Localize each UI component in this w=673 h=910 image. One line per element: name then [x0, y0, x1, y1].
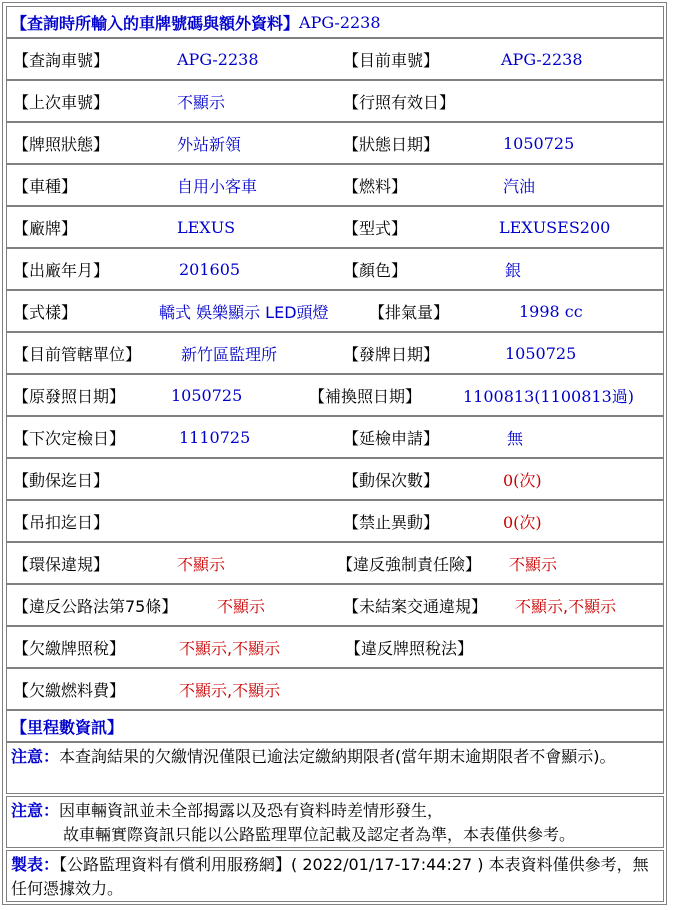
row-query-plate	[6, 38, 664, 80]
value-jurisdiction: 新竹區監理所	[181, 344, 278, 364]
label-environmental-violation: 【環保違規】	[13, 554, 110, 574]
label-style: 【式樣】	[13, 302, 78, 322]
row-chattel-mortgage	[6, 458, 664, 500]
label-suspension-end: 【吊扣迄日】	[13, 512, 110, 532]
label-status-date: 【狀態日期】	[343, 134, 440, 154]
label-previous-plate: 【上次車號】	[13, 92, 110, 112]
value-model: LEXUSES200	[499, 217, 611, 237]
mileage-title: 【里程數資訊】	[11, 717, 124, 737]
value-insurance-violation: 不顯示	[509, 554, 558, 574]
label-unpaid-fuel-fee: 【欠繳燃料費】	[13, 680, 126, 700]
row-original-license-date	[6, 374, 664, 416]
footer-label: 製表：	[11, 855, 60, 874]
footer-text-block	[11, 853, 659, 901]
row-highway-law	[6, 584, 664, 626]
header-plate: APG-2238	[299, 12, 381, 32]
value-manufacture-date: 201605	[179, 259, 241, 279]
mileage-row	[6, 710, 664, 742]
value-transfer-prohibited: 0(次)	[503, 512, 542, 532]
value-status-date: 1050725	[503, 133, 575, 153]
value-inspection-extension: 無	[507, 428, 524, 448]
value-query-plate: APG-2238	[177, 49, 259, 69]
row-previous-plate	[6, 80, 664, 122]
note-2	[6, 796, 664, 848]
note-2-label: 注意：	[11, 801, 60, 820]
label-license-valid-date: 【行照有效日】	[343, 92, 456, 112]
value-color: 銀	[505, 260, 522, 280]
label-unpaid-license-tax: 【欠繳牌照稅】	[13, 638, 126, 658]
row-brand	[6, 206, 664, 248]
label-unresolved-traffic-violation: 【未結案交通違規】	[343, 596, 488, 616]
value-reissue-date: 1100813(1100813過)	[463, 386, 635, 406]
value-chattel-mortgage-count: 0(次)	[503, 470, 542, 490]
label-vehicle-type: 【車種】	[13, 176, 78, 196]
note-2-line-1: 因車輛資訊並未全部揭露以及恐有資料時差情形發生，	[59, 801, 444, 820]
label-current-plate: 【目前車號】	[343, 50, 440, 70]
label-insurance-violation: 【違反強制責任險】	[337, 554, 482, 574]
page-title: 【查詢時所輸入的車牌號碼與額外資料】 APG-2238	[11, 12, 381, 33]
value-unpaid-license-tax: 不顯示,不顯示	[179, 638, 281, 658]
label-query-plate: 【查詢車號】	[13, 50, 110, 70]
value-original-license-date: 1050725	[171, 385, 243, 405]
value-vehicle-type: 自用小客車	[177, 176, 258, 196]
label-jurisdiction: 【目前管轄單位】	[13, 344, 142, 364]
row-jurisdiction	[6, 332, 664, 374]
row-next-inspection	[6, 416, 664, 458]
label-chattel-mortgage-end: 【動保迄日】	[13, 470, 110, 490]
row-suspension	[6, 500, 664, 542]
label-model: 【型式】	[343, 218, 408, 238]
label-fuel: 【燃料】	[343, 176, 408, 196]
value-unpaid-fuel-fee: 不顯示,不顯示	[179, 680, 281, 700]
value-displacement: 1998 cc	[519, 301, 583, 321]
label-brand: 【廠牌】	[13, 218, 78, 238]
value-fuel: 汽油	[503, 176, 536, 196]
note-1	[6, 742, 664, 794]
row-license-tax	[6, 626, 664, 668]
row-environmental	[6, 542, 664, 584]
footer-note	[6, 850, 664, 902]
label-color: 【顏色】	[343, 260, 408, 280]
note-2-text-block	[11, 799, 659, 847]
label-inspection-extension: 【延檢申請】	[343, 428, 440, 448]
label-manufacture-date: 【出廠年月】	[13, 260, 110, 280]
row-plate-status	[6, 122, 664, 164]
row-manufacture-date	[6, 248, 664, 290]
note-1-text: 本查詢結果的欠繳情況僅限已逾法定繳納期限者(當年期末逾期限者不會顯示)。	[59, 747, 616, 766]
label-original-license-date: 【原發照日期】	[13, 386, 126, 406]
value-next-inspection: 1110725	[179, 427, 251, 447]
value-issue-date: 1050725	[505, 343, 577, 363]
value-current-plate: APG-2238	[501, 49, 583, 69]
row-vehicle-type	[6, 164, 664, 206]
value-highway-law-75: 不顯示	[217, 596, 266, 616]
label-highway-law-75: 【違反公路法第75條】	[13, 596, 178, 616]
row-style	[6, 290, 664, 332]
value-style: 轎式 娛樂顯示 LED頭燈	[159, 302, 329, 322]
row-fuel-fee	[6, 668, 664, 710]
label-issue-date: 【發牌日期】	[343, 344, 440, 364]
footer-text: 【公路監理資料有償利用服務網】( 2022/01/17-17:44:27 ) 本表資料僅供參考，無任何憑據效力。	[11, 855, 649, 898]
value-previous-plate: 不顯示	[177, 92, 226, 112]
value-unresolved-traffic-violation: 不顯示,不顯示	[515, 596, 617, 616]
label-reissue-date: 【補換照日期】	[309, 386, 422, 406]
value-brand: LEXUS	[177, 217, 236, 237]
note-1-text-block	[11, 745, 659, 769]
label-license-tax-violation: 【違反牌照稅法】	[345, 638, 474, 658]
value-plate-status: 外站新領	[177, 134, 242, 154]
label-chattel-mortgage-count: 【動保次數】	[343, 470, 440, 490]
header-row	[6, 6, 664, 38]
value-environmental-violation: 不顯示	[177, 554, 226, 574]
label-next-inspection: 【下次定檢日】	[13, 428, 126, 448]
label-displacement: 【排氣量】	[369, 302, 450, 322]
label-transfer-prohibited: 【禁止異動】	[343, 512, 440, 532]
label-plate-status: 【牌照狀態】	[13, 134, 110, 154]
note-2-line-2: 故車輛實際資訊只能以公路監理單位記載及認定者為準，本表僅供參考。	[63, 825, 576, 844]
note-1-label: 注意：	[11, 747, 60, 766]
